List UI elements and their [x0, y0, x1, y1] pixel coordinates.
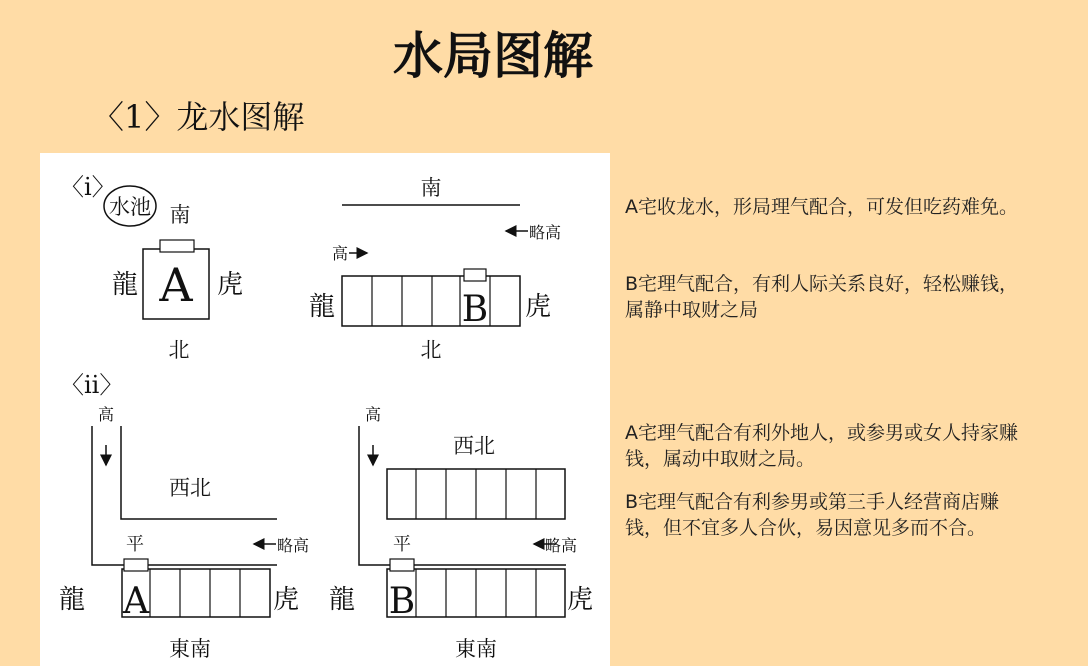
inner-wall-1 — [121, 426, 277, 519]
south-label-2: 南 — [420, 176, 442, 200]
note-i-a: A宅收龙水，形局理气配合，可发但吃药难免。 — [625, 196, 1018, 218]
note-ii-a: A宅理气配合有利外地人，或参男或女人持家赚钱，属动中取财之局。 — [625, 422, 1018, 470]
section-subtitle: 〈1〉龙水图解 — [92, 98, 305, 136]
dragon-label-4: 龍 — [328, 585, 356, 615]
north-label-1: 北 — [168, 338, 190, 362]
flat-label-2: 平 — [393, 534, 411, 555]
tiger-label-3: 虎 — [272, 585, 300, 615]
high-label-2: 高 — [97, 405, 115, 424]
house-b-letter-2: B — [388, 581, 416, 622]
northwest-label-2: 西北 — [453, 434, 495, 458]
slightly-high-label-2: 略高 — [277, 536, 310, 555]
house-a-letter-1: A — [159, 258, 193, 312]
slightly-high-label-3: 略高 — [545, 536, 578, 555]
slightly-high-label-1: 略高 — [529, 223, 562, 242]
southeast-label-2: 東南 — [455, 637, 497, 661]
note-i-b: B宅理气配合，有利人际关系良好，轻松赚钱，属静中取财之局 — [625, 273, 1019, 321]
page-title: 水局图解 — [393, 26, 593, 85]
dragon-label-1: 龍 — [111, 270, 139, 300]
diagram-svg — [40, 153, 610, 666]
section-i-label: 〈i〉 — [60, 173, 116, 201]
note-ii-b: B宅理气配合有利参男或第三手人经营商店赚钱，但不宜多人合伙，易因意见多而不合。 — [625, 491, 1000, 539]
northwest-label-1: 西北 — [169, 476, 211, 500]
southeast-label-1: 東南 — [169, 637, 211, 661]
pool-label: 水池 — [109, 195, 151, 219]
house-b-letter-1: B — [461, 289, 489, 330]
section-ii-label: 〈ii〉 — [60, 371, 124, 399]
diagram-panel — [40, 153, 610, 666]
flat-label-1: 平 — [126, 534, 144, 555]
tiger-label-1: 虎 — [216, 270, 244, 300]
room-row-1 — [342, 276, 520, 326]
tiger-label-2: 虎 — [524, 292, 552, 322]
north-label-2: 北 — [420, 338, 442, 362]
tiger-label-4: 虎 — [566, 585, 594, 615]
high-label-3: 高 — [364, 405, 382, 424]
house-b-door-2 — [390, 559, 414, 571]
house-b-door-1 — [464, 269, 486, 281]
dragon-label-2: 龍 — [308, 292, 336, 322]
house-a-door-2 — [124, 559, 148, 571]
house-a-letter-2: A — [123, 581, 149, 622]
south-label-1: 南 — [169, 203, 191, 227]
high-label-1: 高 — [332, 244, 349, 263]
dragon-label-3: 龍 — [58, 585, 86, 615]
house-a-door — [160, 240, 194, 252]
